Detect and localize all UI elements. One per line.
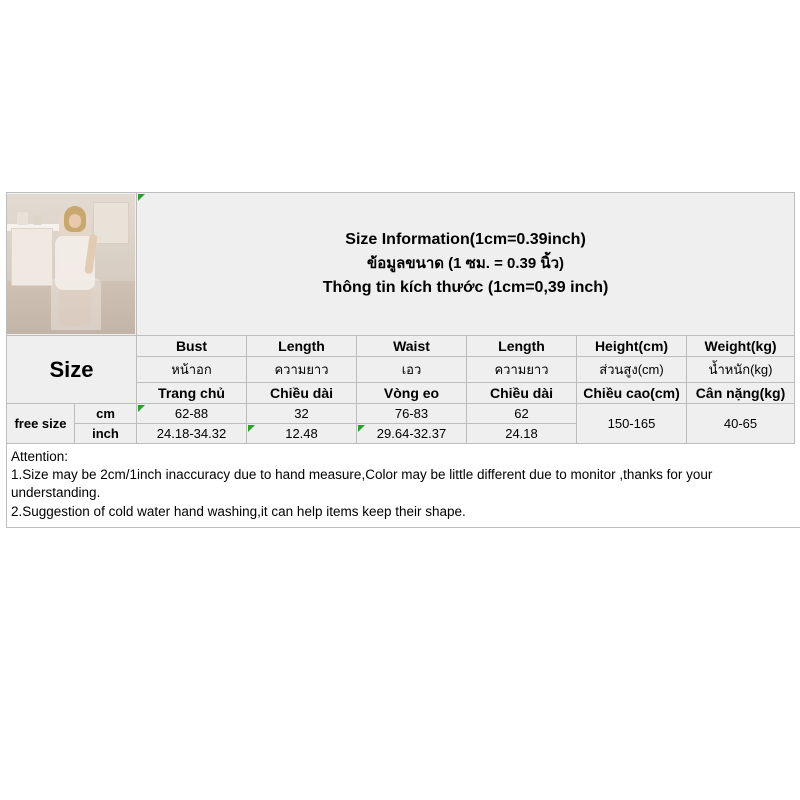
row-label-free-size: free size <box>7 404 75 444</box>
photo-model-face <box>69 214 81 228</box>
header-height-vi: Chiều cao(cm) <box>577 383 687 404</box>
size-chart-sheet <box>6 192 794 528</box>
value-length1-cm: 32 <box>247 404 357 424</box>
value-length2-cm: 62 <box>467 404 577 424</box>
header-waist-th: เอว <box>357 357 467 383</box>
photo-jar <box>17 212 28 225</box>
unit-inch: inch <box>75 424 137 444</box>
value-height-range: 150-165 <box>577 404 687 444</box>
value-bust-cm: 62-88 <box>137 404 247 424</box>
photo-jar-small <box>33 215 42 225</box>
header-length2-th: ความยาว <box>467 357 577 383</box>
header-weight-en: Weight(kg) <box>687 336 795 357</box>
photo-cabinet <box>11 228 53 286</box>
header-length2-en: Length <box>467 336 577 357</box>
header-length2-vi: Chiều dài <box>467 383 577 404</box>
header-length1-en: Length <box>247 336 357 357</box>
table-row-title <box>7 193 795 336</box>
header-bust-en: Bust <box>137 336 247 357</box>
attention-line-2: 2.Suggestion of cold water hand washing,it can help items keep their shape. <box>11 503 466 519</box>
value-length2-inch: 24.18 <box>467 424 577 444</box>
header-waist-vi: Vòng eo <box>357 383 467 404</box>
value-waist-cm: 76-83 <box>357 404 467 424</box>
header-weight-vi: Cân nặng(kg) <box>687 383 795 404</box>
attention-line-1: 1.Size may be 2cm/1inch inaccuracy due to hand measure,Color may be little different due to monitor ,thanks for your understanding. <box>11 467 717 501</box>
header-height-th: ส่วนสูง(cm) <box>577 357 687 383</box>
title-line-vi: Thông tin kích thước (1cm=0,39 inch) <box>322 278 609 296</box>
title-block <box>137 193 795 336</box>
value-length1-inch: 12.48 <box>247 424 357 444</box>
size-label-cell: Size <box>7 336 137 404</box>
table-row-cm <box>7 404 795 424</box>
photo-window <box>93 202 129 244</box>
attention-heading: Attention: <box>11 449 69 464</box>
table-row-header-en <box>7 336 795 357</box>
header-length1-th: ความยาว <box>247 357 357 383</box>
value-bust-inch: 24.18-34.32 <box>137 424 247 444</box>
header-bust-vi: Trang chủ <box>137 383 247 404</box>
product-photo-cell <box>7 193 137 336</box>
title-line-th: ข้อมูลขนาด (1 ซม. = 0.39 นิ้ว) <box>366 255 565 273</box>
value-weight-range: 40-65 <box>687 404 795 444</box>
product-photo <box>7 194 135 334</box>
header-height-en: Height(cm) <box>577 336 687 357</box>
header-length1-vi: Chiều dài <box>247 383 357 404</box>
size-information-table <box>6 192 795 444</box>
header-waist-en: Waist <box>357 336 467 357</box>
header-weight-th: น้ำหนัก(kg) <box>687 357 795 383</box>
value-waist-inch: 29.64-32.37 <box>357 424 467 444</box>
attention-block <box>6 444 800 528</box>
header-bust-th: หน้าอก <box>137 357 247 383</box>
title-line-en: Size Information(1cm=0.39inch) <box>345 230 586 248</box>
unit-cm: cm <box>75 404 137 424</box>
